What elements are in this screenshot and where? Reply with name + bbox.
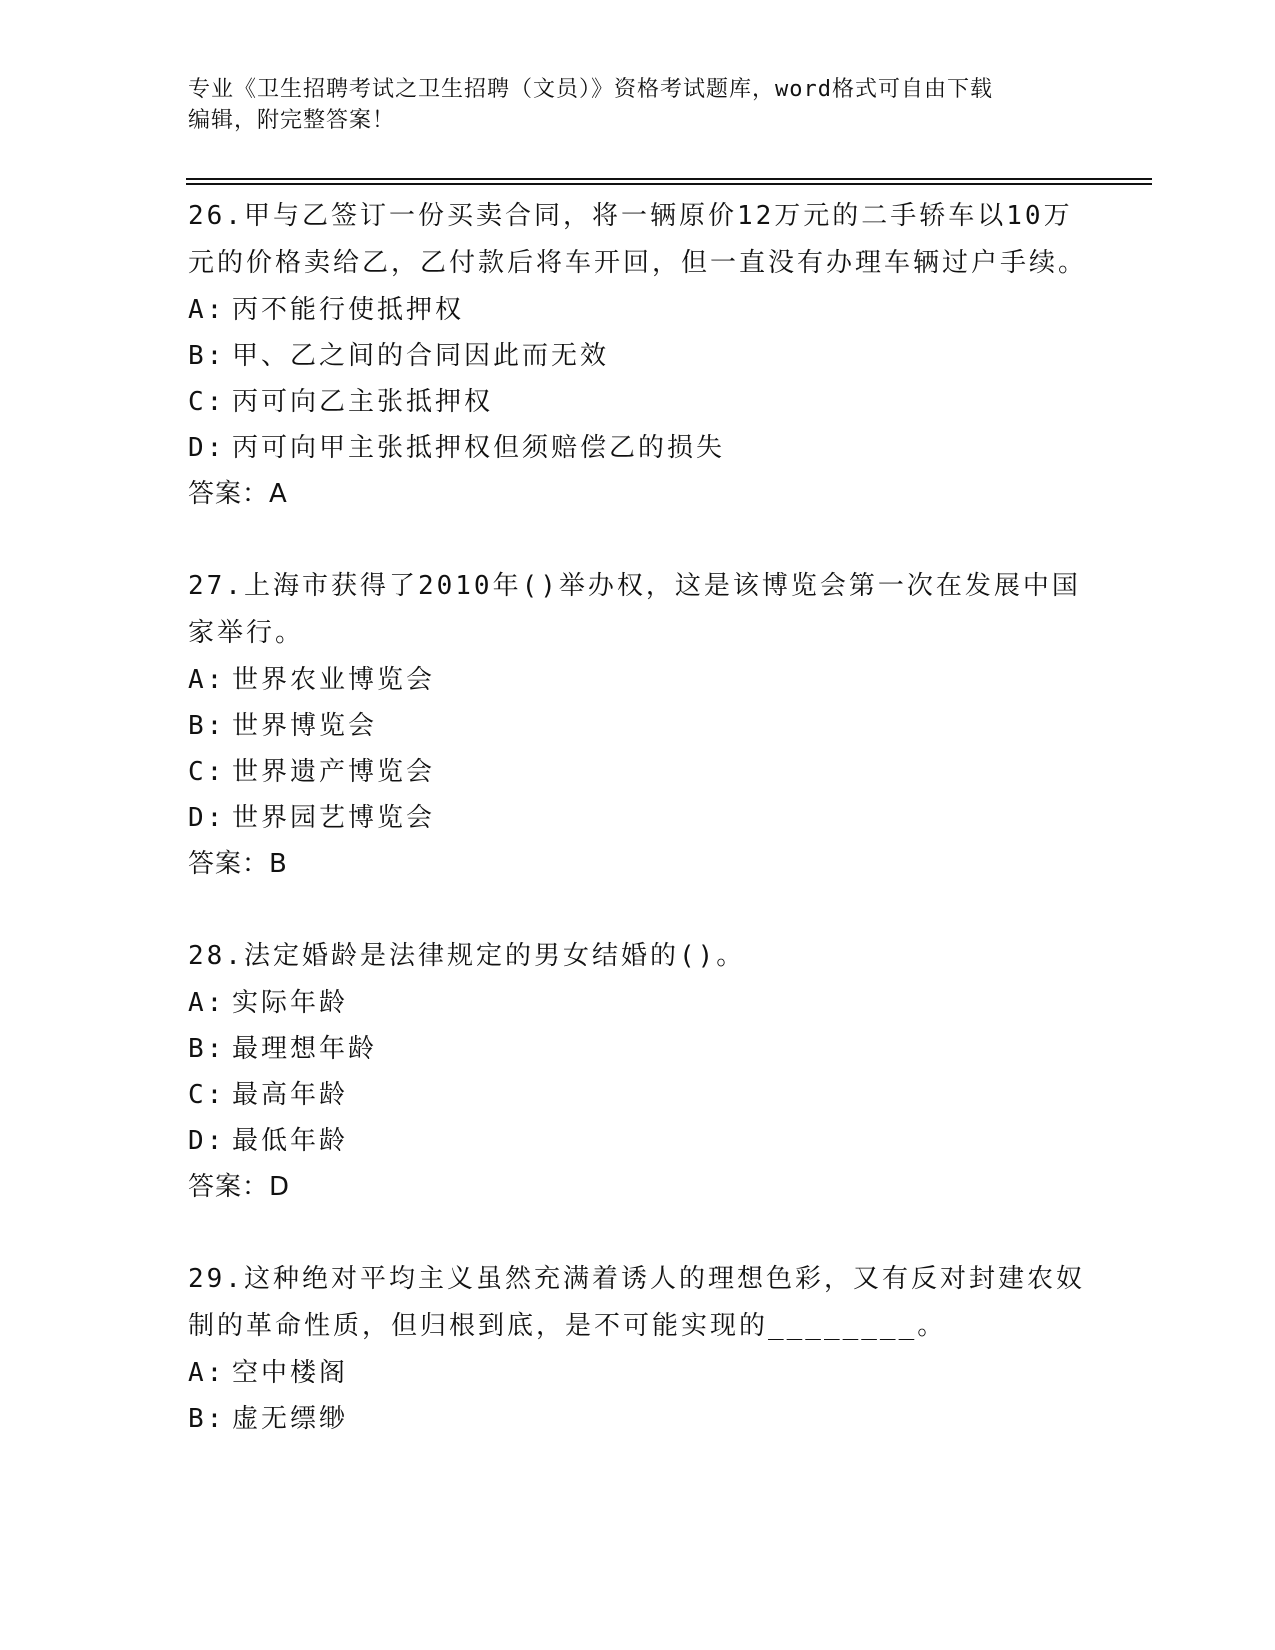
option-a bbox=[188, 657, 1088, 703]
option-a bbox=[188, 980, 1088, 1026]
option-d bbox=[188, 795, 1088, 841]
option-letter: B: bbox=[188, 1404, 226, 1434]
option-c bbox=[188, 1072, 1088, 1118]
option-letter: D: bbox=[188, 803, 226, 833]
question-28 bbox=[188, 933, 1088, 1210]
question-text: 29.这种绝对平均主义虽然充满着诱人的理想色彩，又有反对封建农奴制的革命性质，但归根到底，是不可能实现的________。 bbox=[188, 1264, 1085, 1341]
question-text: 26.甲与乙签订一份买卖合同，将一辆原价12万元的二手轿车以10万元的价格卖给乙，乙付款后将车开回，但一直没有办理车辆过户手续。 bbox=[188, 201, 1088, 278]
option-text: 实际年龄 bbox=[232, 988, 349, 1018]
question-list bbox=[188, 193, 1088, 1488]
answer-line: 答案：D bbox=[188, 1172, 291, 1202]
option-b bbox=[188, 1026, 1088, 1072]
question-29 bbox=[188, 1256, 1088, 1442]
option-letter: A: bbox=[188, 295, 226, 325]
header-rule-top bbox=[186, 178, 1152, 180]
option-letter: B: bbox=[188, 341, 226, 371]
option-d bbox=[188, 1118, 1088, 1164]
option-b bbox=[188, 1396, 1088, 1442]
option-letter: D: bbox=[188, 1126, 226, 1156]
question-text: 27.上海市获得了2010年()举办权，这是该博览会第一次在发展中国家举行。 bbox=[188, 571, 1081, 648]
option-letter: D: bbox=[188, 433, 226, 463]
option-letter: B: bbox=[188, 711, 226, 741]
option-text: 丙可向乙主张抵押权 bbox=[232, 387, 494, 417]
option-c bbox=[188, 749, 1088, 795]
option-text: 最低年龄 bbox=[232, 1126, 349, 1156]
option-letter: A: bbox=[188, 988, 226, 1018]
option-text: 空中楼阁 bbox=[232, 1358, 349, 1388]
option-c bbox=[188, 379, 1088, 425]
option-a bbox=[188, 1350, 1088, 1396]
option-text: 世界遗产博览会 bbox=[232, 757, 436, 787]
question-26 bbox=[188, 193, 1088, 517]
option-text: 世界园艺博览会 bbox=[232, 803, 436, 833]
option-text: 丙可向甲主张抵押权但须赔偿乙的损失 bbox=[232, 433, 726, 463]
option-b bbox=[188, 703, 1088, 749]
option-text: 最理想年龄 bbox=[232, 1034, 378, 1064]
option-text: 世界博览会 bbox=[232, 711, 378, 741]
option-text: 虚无缥缈 bbox=[232, 1404, 349, 1434]
header-line-1: 专业《卫生招聘考试之卫生招聘（文员）》资格考试题库，word格式可自由下载 bbox=[188, 77, 993, 102]
header-line-2: 编辑，附完整答案！ bbox=[188, 108, 396, 133]
option-text: 最高年龄 bbox=[232, 1080, 349, 1110]
option-letter: C: bbox=[188, 1080, 226, 1110]
answer-line: 答案：B bbox=[188, 849, 288, 879]
option-letter: B: bbox=[188, 1034, 226, 1064]
option-d bbox=[188, 425, 1088, 471]
option-text: 世界农业博览会 bbox=[232, 665, 436, 695]
option-text: 丙不能行使抵押权 bbox=[232, 295, 465, 325]
option-b bbox=[188, 333, 1088, 379]
option-letter: A: bbox=[188, 665, 226, 695]
option-letter: C: bbox=[188, 757, 226, 787]
document-header bbox=[188, 74, 1068, 136]
option-letter: C: bbox=[188, 387, 226, 417]
option-text: 甲、乙之间的合同因此而无效 bbox=[232, 341, 610, 371]
question-27 bbox=[188, 563, 1088, 887]
header-rule-bottom bbox=[186, 183, 1152, 185]
question-text: 28.法定婚龄是法律规定的男女结婚的()。 bbox=[188, 941, 746, 971]
answer-line: 答案：A bbox=[188, 479, 288, 509]
option-letter: A: bbox=[188, 1358, 226, 1388]
option-a bbox=[188, 287, 1088, 333]
